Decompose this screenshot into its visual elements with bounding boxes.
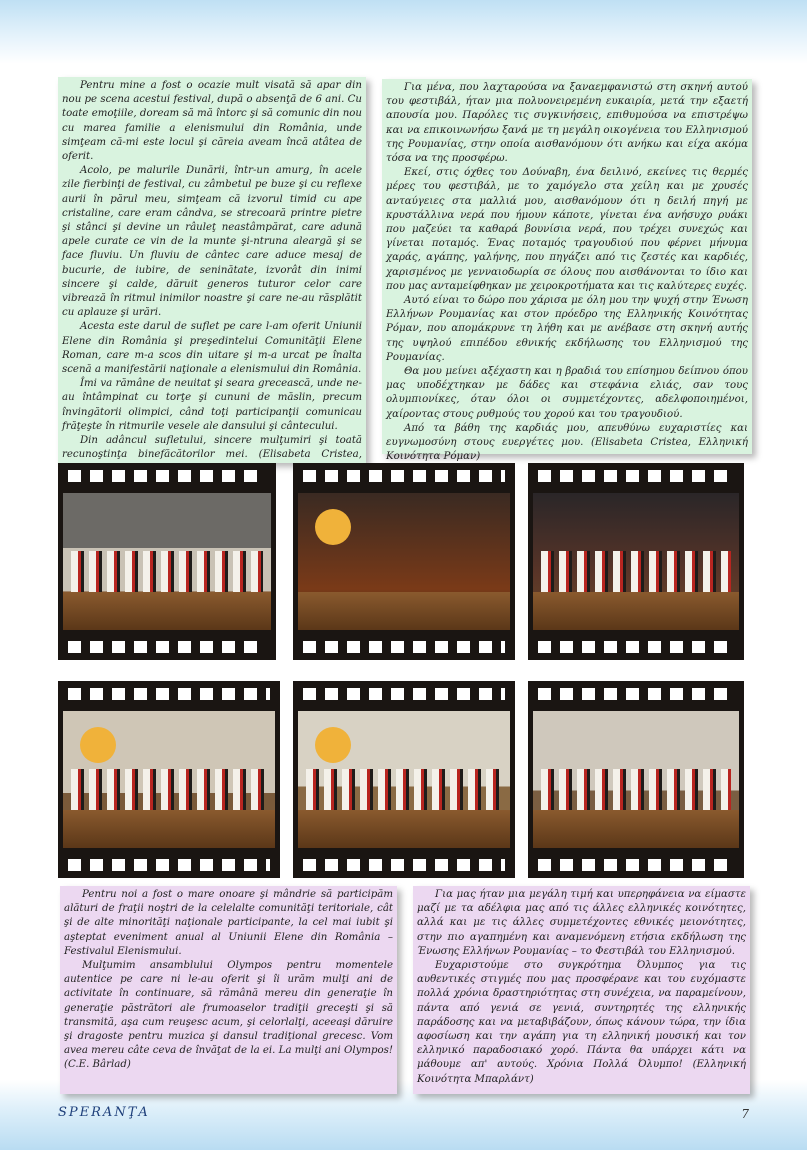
paragraph: Mulţumim ansamblului Olympos pentru momentele autentice pe care ni le-au oferit şi îi urăm mulţi ani de activitate în continuare, să rămână mereu din generaţie în generaţie păstrători ale frumoaselor tradiţii greceşti şi să transmită, aşa cum reuşesc acum, şi celorlalţi, aceeaşi dăruire şi dragoste pentru muzica şi dansul tradiţional grecesc. Vom avea mereu câte ceva de învăţat de la ei. La mulţi ani Olympos! (C.E. Bârlad): [64, 960, 393, 1071]
paragraph: Acesta este darul de suflet pe care l-am oferit Uniunii Elene din România şi preşedintelui Comunităţii Elene Roman, care m-a scos din uitare şi m-a urcat pe înalta scenă a manifestării naţionale a elenismului din România.: [62, 321, 362, 376]
photo-singer-band: [298, 493, 510, 630]
festival-logo-disc: [315, 727, 351, 763]
stage: [63, 592, 271, 630]
greek-testimonial-top: [382, 79, 752, 463]
photo-dancers: [533, 493, 739, 630]
paragraph: Îmi va rămâne de neuitat şi seara grecească, unde ne-au întâmpinat cu torţe şi cununi de măslin, precum învingătorii olimpici, când toţi participanţii comunicau frăţeşte în ritmurile vesele ale dansului şi cântecului.: [62, 378, 362, 432]
photo-dancers: [533, 711, 739, 848]
paragraph: Για μένα, που λαχταρούσα να ξαναεμφανιστώ στη σκηνή αυτού του φεστιβάλ, ήταν μια πολυονειρεμένη ευκαιρία, μετά την εξαετή απουσία μου. Παρόλες τις συγκινήσεις, επιθυμούσα να επιστρέψω και να επικοινωνήσω ξανά με τη μεγάλη οικογένεια του Ελληνισμού της Ρουμανίας, στην οποία αισθανόμουν ότι ανήκω και είχα ακόμα τόσα να της προσφέρω.: [386, 82, 748, 165]
photo-choir: [63, 493, 271, 630]
romanian-testimonial-top: [58, 77, 366, 463]
paragraph: Ευχαριστούμε στο συγκρότημα Όλυμπος για τις αυθεντικές στιγμές που μας προσφέρανε και του ευχόμαστε πολλά χρόνια δραστηριότητας στη συνέχεια, να παραμείνουν, πάντα από γενιά σε γενιά, συντηρητές της ελληνικής παράδοσης και να μεταβιβάζουν, όπως κάνουν τώρα, την ίδια αφοσίωση και την αγάπη για τη ελληνική μουσική και τον ελληνικό παραδοσιακό χορό. Πάντα θα υπάρχει κάτι να μάθουμε απ' αυτούς. Χρόνια Πολλά Όλυμπο! (Ελληνική Κοινότητα Μπαρλάντ): [417, 960, 746, 1085]
header-gradient: [0, 0, 807, 64]
photo-filmstrip-dancers-2: [58, 681, 280, 878]
stage: [298, 592, 510, 630]
publication-title: SPERANŢA: [58, 1105, 150, 1120]
paragraph: Αυτό είναι το δώρο που χάρισα με όλη μου την ψυχή στην Ένωση Ελλήνων Ρουμανίας και στον πρόεδρο της Ελληνικής Κοινότητας Ρόμαν, που απομάκρυνε τη λήθη και με ανέβασε στη σκηνή αυτής της υψηλού επιπέδου εθνικής εκδήλωσης του Ελληνισμού της Ρουμανίας.: [386, 295, 748, 363]
paragraph: Din adâncul sufletului, sincere mulţumiri şi toată recunoştinţa binefăcătorilor mei. (Elisabeta Cristea,: [62, 435, 362, 461]
stage: [533, 592, 739, 630]
stage: [533, 810, 739, 848]
paragraph: Pentru mine a fost o ocazie mult visată să apar din nou pe scena acestui festival, după o absenţă de 6 ani. Cu toate emoţiile, doream să mă întorc şi să comunic din nou cu marea familie a elenismului din România, unde simţeam că-mi este locul şi căreia aveam încă atâtea de oferit.: [62, 80, 362, 163]
photo-filmstrip-singer: [293, 463, 515, 660]
festival-logo-disc: [315, 509, 351, 545]
romanian-testimonial-bottom: [60, 886, 397, 1094]
stage: [298, 810, 510, 848]
photo-filmstrip-dancers-1: [528, 463, 744, 660]
photo-filmstrip-dancers-3: [528, 681, 744, 878]
paragraph: Από τα βάθη της καρδιάς μου, απευθύνω ευχαριστίες και ευγνωμοσύνη στους ευεργέτες μου. (Elisabeta Cristea, Ελληνική Κοινότητα Ρόμαν): [386, 422, 748, 463]
photo-ensemble: [298, 711, 510, 848]
photo-filmstrip-ensemble: [293, 681, 515, 878]
page-number: 7: [741, 1107, 749, 1121]
paragraph: Pentru noi a fost o mare onoare şi mândrie să participăm alături de fraţii noştri de la celelalte comunităţi teritoriale, cât şi de alte minorităţi naţionale participante, la cel mai iubit şi aşteptat eveniment anual al Uniunii Elene din România – Festivalul Elenismului.: [64, 889, 393, 957]
photo-filmstrip-choir: [58, 463, 276, 660]
stage: [63, 810, 275, 848]
paragraph: Θα μου μείνει αξέχαστη και η βραδιά του επίσημου δείπνου όπου μας υποδέχτηκαν με δάδες και στεφάνια ελιάς, σαν τους ολυμπιονίκες, όταν όλοι οι συμμετέχοντες, αδελφοποιημένοι, χαίροντας στους ρυθμούς του χορού και του τραγουδιού.: [386, 366, 748, 420]
paragraph: Acolo, pe malurile Dunării, într-un amurg, în acele zile fierbinţi de festival, cu zâmbetul pe buze şi cu reflexe aurii în părul meu, simţeam că izvorul timid cu ape cristaline, care eram cândva, se strecoară printre pietre şi stânci şi devine un râuleţ neastâmpărat, care adună apele curate ce vin de la munte şi-ntruna aleargă şi se face fluviu. Un fluviu de cântec care aduce mesaj de bucurie, de iubire, de seninătate, izvorât din inimi sincere şi calde, dăruit generos tuturor celor care vibrează în ritmul inimilor noastre şi care ne-au răsplătit cu aplauze şi urări.: [62, 165, 362, 319]
paragraph: Εκεί, στις όχθες του Δούναβη, ένα δειλινό, εκείνες τις θερμές μέρες του φεστιβάλ, με το χαμόγελο στα χείλη και με χρυσές ανταύγειες στα μαλλιά μου, αισθανόμουν ότι η δειλή πηγή με κρυστάλλινα νερά που ήμουν κάποτε, γίνεται ένα ανήσυχο ρυάκι που μαζεύει τα καθαρά βουνίσια νερά, που τρέχει συνεχώς και γίνεται ποταμός. Ένας ποταμός τραγουδιού που φέρνει μήνυμα χαράς, αγάπης, γαλήνης, που πηγάζει από τις ζεστές και καρδιές, χαρισμένος με γενναιοδωρία σε όλους που αισθάνονται το ίδιο και που μας ανταμείφθηκαν με χειροκροτήματα και τις καλύτερες ευχές.: [386, 167, 748, 292]
greek-testimonial-bottom: [413, 886, 750, 1094]
festival-logo-disc: [80, 727, 116, 763]
paragraph: Για μας ήταν μια μεγάλη τιμή και υπερηφάνεια να είμαστε μαζί με τα αδέλφια μας από τις άλλες ελληνικές κοινότητες, αλλά και με τις άλλες συμμετέχοντες εθνικές μειονότητες, στην πιο αγαπημένη και αναμενόμενη ετήσια εκδήλωση της Ένωσης Ελλήνων Ρουμανίας – το Φεστιβάλ του Ελληνισμού.: [417, 889, 746, 957]
photo-dancers: [63, 711, 275, 848]
